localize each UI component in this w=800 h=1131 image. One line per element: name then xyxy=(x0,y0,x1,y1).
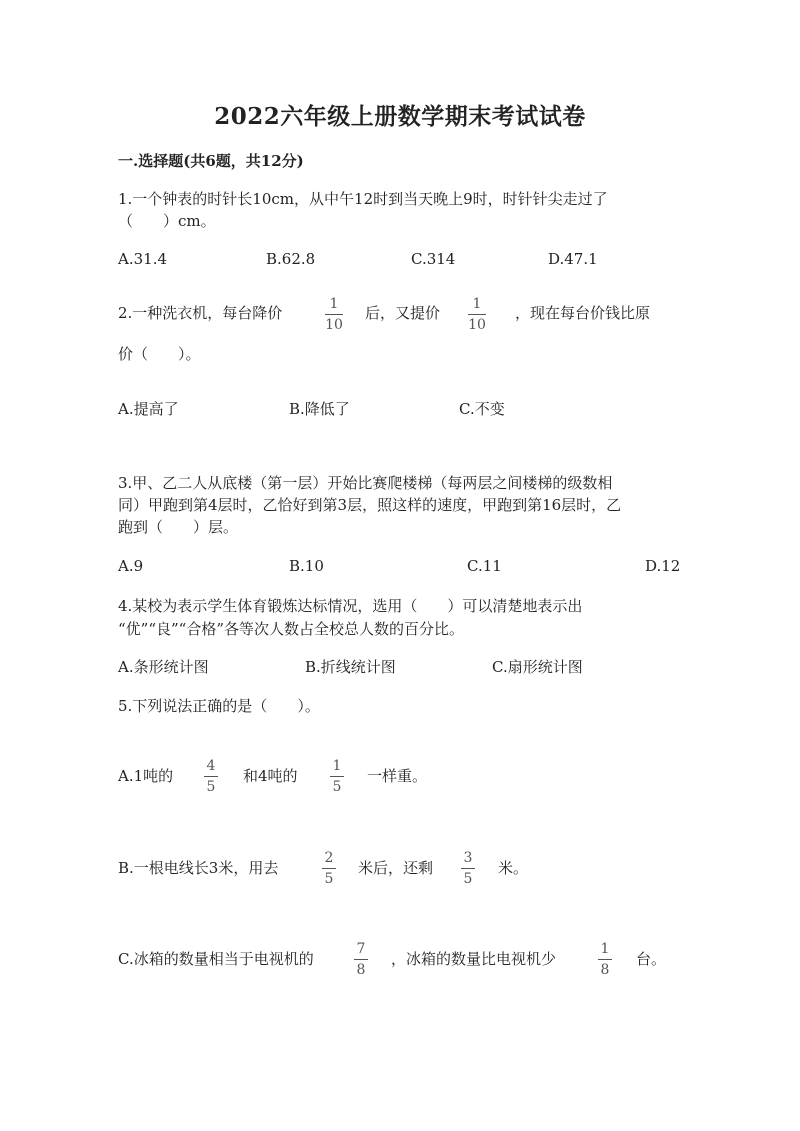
fraction-denominator: 8 xyxy=(600,962,610,978)
fraction-numerator: 1 xyxy=(329,296,339,312)
question-1-option-c: C.314 xyxy=(411,250,456,268)
question-2-text-prefix: 2.一种洗衣机，每台降价 xyxy=(118,304,283,322)
fraction-denominator: 5 xyxy=(332,779,342,795)
question-3-line-2: 同）甲跑到第4层时，乙恰好到第3层，照这样的速度，甲跑到第16层时，乙 xyxy=(118,496,622,514)
section-heading: 一.选择题(共6题，共12分) xyxy=(118,152,304,170)
fraction-numerator: 1 xyxy=(332,758,342,774)
fraction-numerator: 3 xyxy=(463,850,473,866)
question-2-option-a: A.提高了 xyxy=(118,400,179,418)
fraction-numerator: 1 xyxy=(472,296,482,312)
question-5-option-c-text-3: 台。 xyxy=(636,950,667,968)
question-4-option-c: C.扇形统计图 xyxy=(492,658,583,676)
fraction-numerator: 4 xyxy=(206,758,216,774)
question-2-fraction-2 xyxy=(468,296,486,333)
question-2-text-mid: 后，又提价 xyxy=(365,304,441,322)
question-2-option-c: C.不变 xyxy=(459,400,505,418)
question-5-option-a-text-1: A.1吨的 xyxy=(118,767,174,785)
question-5-option-c-fraction-1 xyxy=(354,941,368,978)
question-1-option-b: B.62.8 xyxy=(266,250,316,268)
fraction-denominator: 10 xyxy=(325,317,343,333)
question-3-option-d: D.12 xyxy=(645,557,681,575)
fraction-denominator: 10 xyxy=(468,317,486,333)
fraction-denominator: 5 xyxy=(324,871,334,887)
question-4-line-1: 4.某校为表示学生体育锻炼达标情况，选用（ ）可以清楚地表示出 xyxy=(118,597,583,615)
question-5-option-a-text-3: 一样重。 xyxy=(367,767,428,785)
question-5-option-b-fraction-2 xyxy=(461,850,475,887)
question-5-stem: 5.下列说法正确的是（ ）。 xyxy=(118,697,320,715)
fraction-numerator: 7 xyxy=(356,941,366,957)
question-3-line-3: 跑到（ ）层。 xyxy=(118,518,239,536)
fraction-denominator: 5 xyxy=(206,779,216,795)
question-4-option-a: A.条形统计图 xyxy=(118,658,209,676)
question-2-option-b: B.降低了 xyxy=(289,400,350,418)
question-1-option-d: D.47.1 xyxy=(548,250,598,268)
question-3-line-1: 3.甲、乙二人从底楼（第一层）开始比赛爬楼梯（每两层之间楼梯的级数相 xyxy=(118,474,613,492)
question-4-line-2: “优”“良”“合格”各等次人数占全校总人数的百分比。 xyxy=(118,620,465,638)
question-5-option-a-fraction-2 xyxy=(330,758,344,795)
question-1-option-a: A.31.4 xyxy=(118,250,167,268)
question-5-option-a-text-2: 和4吨的 xyxy=(243,767,298,785)
question-3-option-c: C.11 xyxy=(467,557,502,575)
fraction-denominator: 5 xyxy=(463,871,473,887)
fraction-numerator: 2 xyxy=(324,850,334,866)
question-5-option-b-text-3: 米。 xyxy=(498,859,529,877)
question-2-line-2: 价（ ）。 xyxy=(118,345,201,363)
question-5-option-b-text-2: 米后，还剩 xyxy=(358,859,434,877)
page-title: 2022六年级上册数学期末考试试卷 xyxy=(214,103,586,130)
question-5-option-c-text-2: ，冰箱的数量比电视机少 xyxy=(391,950,557,968)
question-5-option-b-text-1: B.一根电线长3米，用去 xyxy=(118,859,279,877)
question-4-option-b: B.折线统计图 xyxy=(305,658,396,676)
question-3-option-b: B.10 xyxy=(289,557,324,575)
question-5-option-c-text-1: C.冰箱的数量相当于电视机的 xyxy=(118,950,314,968)
question-5-option-b-fraction-1 xyxy=(322,850,336,887)
question-1-line-2: （ ）cm。 xyxy=(118,212,216,230)
question-3-option-a: A.9 xyxy=(118,557,144,575)
question-2-fraction-1 xyxy=(325,296,343,333)
fraction-denominator: 8 xyxy=(356,962,366,978)
question-5-option-c-fraction-2 xyxy=(598,941,612,978)
question-5-option-a-fraction-1 xyxy=(204,758,218,795)
question-1-line-1: 1.一个钟表的时针长10cm，从中午12时到当天晚上9时，时针针尖走过了 xyxy=(118,190,608,208)
fraction-numerator: 1 xyxy=(600,941,610,957)
question-2-text-suffix: ，现在每台价钱比原 xyxy=(515,304,651,322)
